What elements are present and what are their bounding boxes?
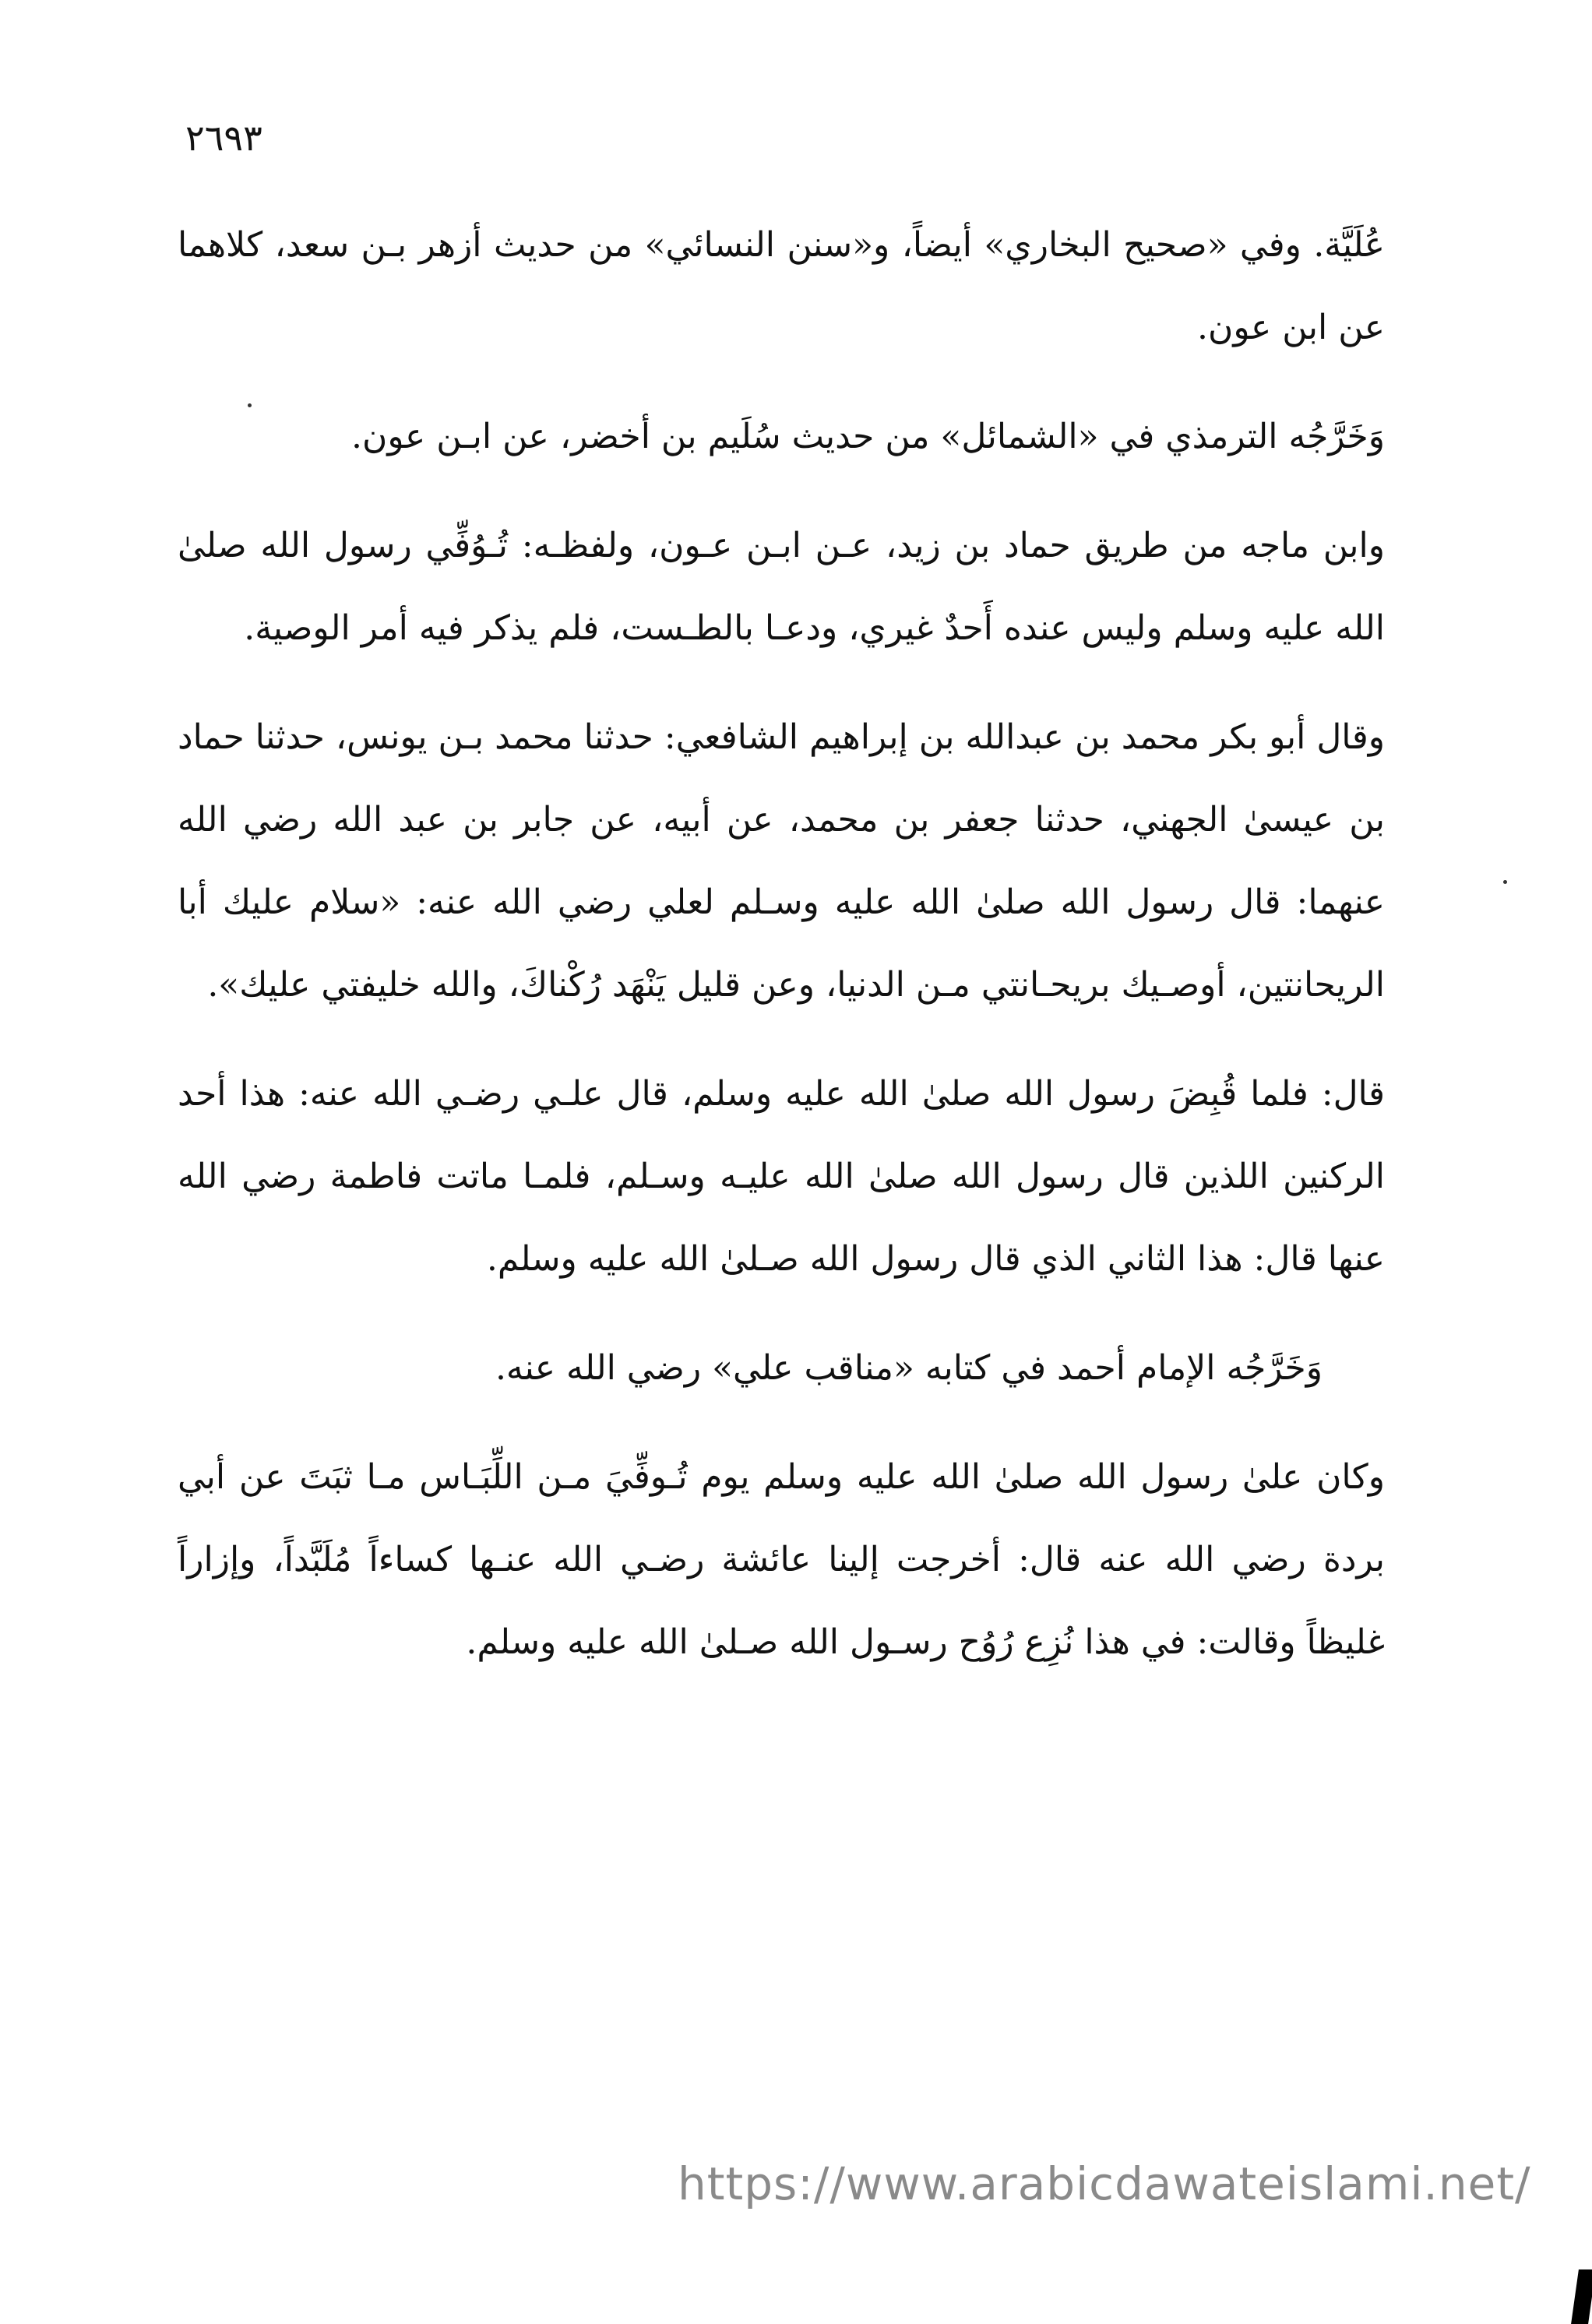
footer-url-watermark: https://www.arabicdawateislami.net/ xyxy=(678,2157,1531,2210)
scan-edge-mark xyxy=(1571,2269,1592,2324)
page-number: ٢٦٩٣ xyxy=(185,117,262,159)
paragraph-4: وقال أبو بكر محمد بن عبدالله بن إبراهيم الشافعي: حدثنا محمد بـن يونس، حدثنا حماد بن عيسىٰ الجهني، حدثنا جعفر بن محمد، عن أبيه، عن جابر بن عبد الله رضي الله عنهما: قال رسول الله صلىٰ الله عليه وسـلم لعلي رضي الله عنه: «سلام عليك أبا الريحانتين، أوصـيك بريحـانتي مـن الدنيا، وعن قليل يَنْهَد رُكْناكَ، والله خليفتي عليك». xyxy=(178,717,1385,1005)
paragraph-6: وَخَرَّجُه الإمام أحمد في كتابه «مناقب علي» رضي الله عنه. xyxy=(495,1348,1323,1388)
paragraph-2: وَخَرَّجُه الترمذي في «الشمائل» من حديث سُلَيم بن أخضر، عن ابـن عون. xyxy=(351,417,1385,456)
paragraph-1: عُلَيَّة. وفي «صحيح البخاري» أيضاً، و«سنن النسائي» من حديث أزهر بـن سعد، كلاهما عن ابن عون. xyxy=(178,225,1385,347)
paragraph-3: وابن ماجه من طريق حماد بن زيد، عـن ابـن عـون، ولفظـه: تُـوُفِّي رسول الله صلىٰ الله عليه وسلم وليس عنده أَحدٌ غيري، ودعـا بالطـست، فلم يذكر فيه أمر الوصية. xyxy=(178,526,1385,648)
scan-speck xyxy=(1503,880,1507,884)
scan-speck xyxy=(248,403,252,407)
paragraph-7: وكان علىٰ رسول الله صلىٰ الله عليه وسلم يوم تُـوفِّيَ مـن اللِّبَـاس مـا ثبَتَ عن أبي بردة رضي الله عنه قال: أخرجت إلينا عائشة رضـي الله عنـها كساءاً مُلَبَّداً، وإزاراً غليظاً وقالت: في هذا نُزِع رُوُح رسـول الله صـلىٰ الله عليه وسلم. xyxy=(178,1457,1385,1662)
paragraph-5: قال: فلما قُبِضَ رسول الله صلىٰ الله عليه وسلم، قال علـي رضـي الله عنه: هذا أحد الركنين اللذين قال رسول الله صلىٰ الله عليـه وسـلم، فلمـا ماتت فاطمة رضي الله عنها قال: هذا الثاني الذي قال رسول الله صـلىٰ الله عليه وسلم. xyxy=(178,1074,1385,1279)
body-text xyxy=(178,204,1385,1710)
